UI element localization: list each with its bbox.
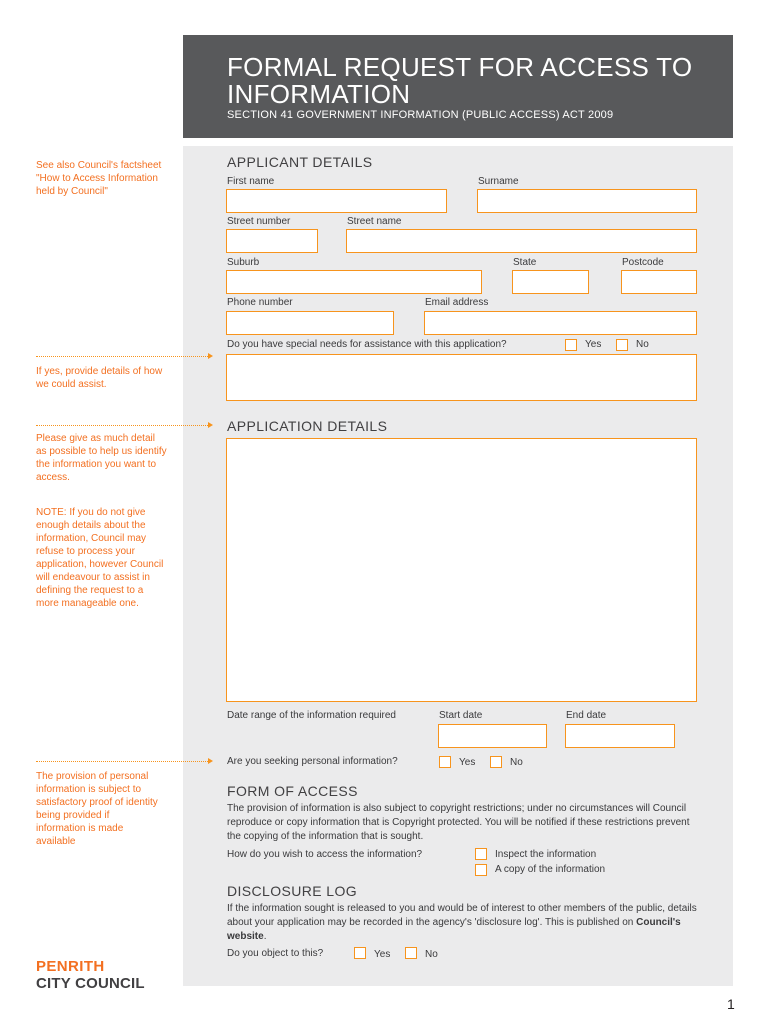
- special-needs-no-label: No: [636, 339, 649, 350]
- special-needs-question: Do you have special needs for assistance with this application?: [227, 339, 507, 350]
- phone-input[interactable]: [226, 311, 394, 335]
- street-name-input[interactable]: [346, 229, 697, 253]
- start-date-input[interactable]: [438, 724, 547, 748]
- pointer-arrow-icon: [208, 758, 213, 764]
- page-number: 1: [727, 996, 735, 1012]
- special-needs-yes-label: Yes: [585, 339, 602, 350]
- assist-note: If yes, provide details of how we could assist.: [36, 366, 163, 390]
- suburb-input[interactable]: [226, 270, 482, 294]
- special-needs-details-textarea[interactable]: [226, 354, 697, 401]
- street-number-input[interactable]: [226, 229, 318, 253]
- postcode-label: Postcode: [622, 257, 664, 268]
- inspect-label: Inspect the information: [495, 849, 597, 860]
- application-details-textarea[interactable]: [226, 438, 697, 702]
- date-range-label: Date range of the information required: [227, 710, 396, 721]
- object-yes-label: Yes: [374, 949, 391, 960]
- pointer-arrow-icon: [208, 353, 213, 359]
- object-yes-checkbox[interactable]: [354, 947, 366, 959]
- suburb-label: Suburb: [227, 257, 260, 268]
- personal-info-no-checkbox[interactable]: [490, 756, 502, 768]
- surname-input[interactable]: [477, 189, 697, 213]
- pointer-line: [36, 356, 208, 357]
- council-logo-line2: CITY COUNCIL: [36, 975, 145, 992]
- start-date-label: Start date: [439, 710, 483, 721]
- access-heading: FORM OF ACCESS: [227, 783, 358, 799]
- postcode-input[interactable]: [621, 270, 697, 294]
- warning-note: NOTE: If you do not give enough details about the information, Council may refuse to process your application, however Council will endeavour to assist in defining the request to a more manageable one.: [36, 507, 164, 609]
- disclosure-paragraph: [227, 902, 697, 944]
- special-needs-yes-checkbox[interactable]: [565, 339, 577, 351]
- copy-label: A copy of the information: [495, 864, 606, 875]
- inspect-checkbox[interactable]: [475, 848, 487, 860]
- pointer-line: [36, 425, 208, 426]
- detail-note: Please give as much detail as possible to help us identify the information you want to access.: [36, 433, 167, 483]
- object-question: Do you object to this?: [227, 948, 324, 959]
- page-title: FORMAL REQUEST FOR ACCESS TO INFORMATION: [227, 52, 693, 109]
- state-input[interactable]: [512, 270, 589, 294]
- page-subtitle: SECTION 41 GOVERNMENT INFORMATION (PUBLIC ACCESS) ACT 2009: [227, 109, 614, 121]
- disclosure-text: If the information sought is released to you and would be of interest to other members of the public, details about your application may be recorded in the agency's 'disclosure log'. This is published on: [227, 903, 697, 928]
- object-no-label: No: [425, 949, 438, 960]
- state-label: State: [513, 257, 537, 268]
- disclosure-period: .: [263, 931, 267, 942]
- first-name-label: First name: [227, 176, 275, 187]
- end-date-label: End date: [566, 710, 607, 721]
- first-name-input[interactable]: [226, 189, 447, 213]
- council-website-link[interactable]: Council's website: [227, 917, 681, 942]
- access-question: How do you wish to access the information?: [227, 849, 423, 860]
- end-date-input[interactable]: [565, 724, 675, 748]
- street-name-label: Street name: [347, 216, 402, 227]
- council-logo-line1: PENRITH: [36, 958, 105, 975]
- email-label: Email address: [425, 297, 489, 308]
- pointer-line: [36, 761, 208, 762]
- access-paragraph: The provision of information is also subject to copyright restrictions; under no circumstances will Council reproduce or copy information that is Copyright protected. You will be notified if these restrictions prevent the copying of the information that is sought.: [227, 803, 690, 842]
- surname-label: Surname: [478, 176, 519, 187]
- application-heading: APPLICATION DETAILS: [227, 418, 388, 434]
- copy-checkbox[interactable]: [475, 864, 487, 876]
- applicant-heading: APPLICANT DETAILS: [227, 154, 373, 170]
- personal-info-question: Are you seeking personal information?: [227, 756, 398, 767]
- personal-info-yes-checkbox[interactable]: [439, 756, 451, 768]
- identity-note: The provision of personal information is subject to satisfactory proof of identity being provided if information is made available: [36, 771, 158, 847]
- special-needs-no-checkbox[interactable]: [616, 339, 628, 351]
- factsheet-note: See also Council's factsheet "How to Access Information held by Council": [36, 160, 162, 197]
- email-input[interactable]: [424, 311, 697, 335]
- object-no-checkbox[interactable]: [405, 947, 417, 959]
- street-number-label: Street number: [227, 216, 291, 227]
- personal-info-no-label: No: [510, 757, 523, 768]
- personal-info-yes-label: Yes: [459, 757, 476, 768]
- phone-label: Phone number: [227, 297, 293, 308]
- pointer-arrow-icon: [208, 422, 213, 428]
- disclosure-heading: DISCLOSURE LOG: [227, 883, 358, 899]
